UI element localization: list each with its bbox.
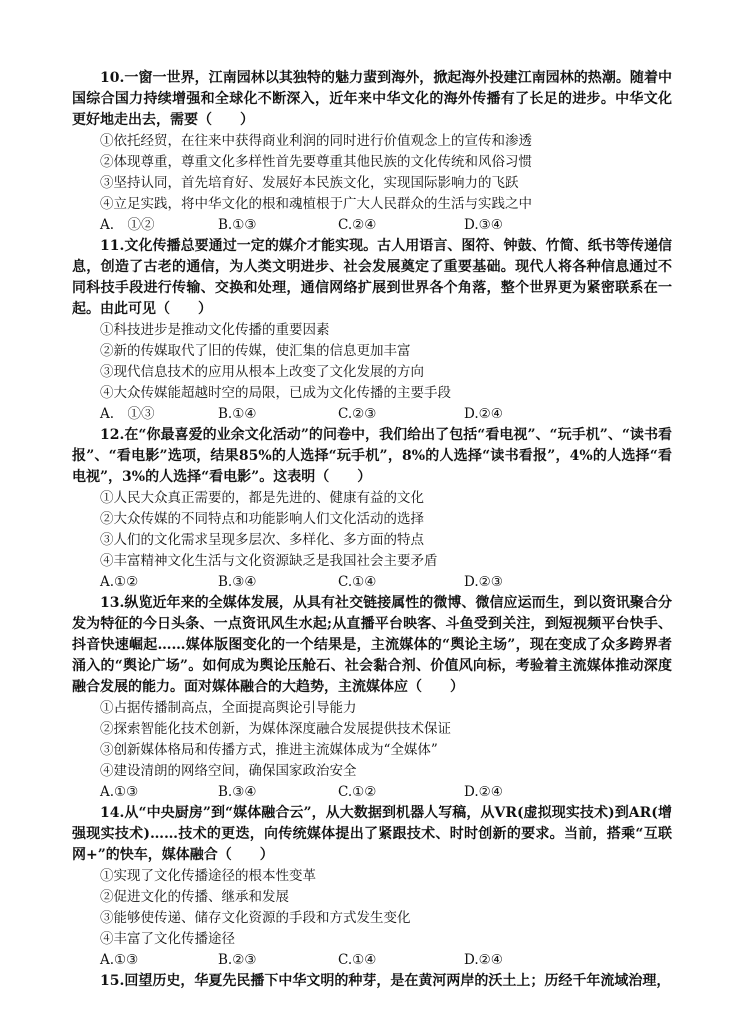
choice-d: D.②③ bbox=[464, 574, 503, 590]
option-1: ①占据传播制高点，全面提高舆论引导能力 bbox=[100, 700, 357, 716]
question-stem: 15.回望历史，华夏先民播下中华文明的种芽，是在黄河两岸的沃土上；历经千年流域治理， bbox=[100, 973, 671, 989]
choice-a: A.①③ bbox=[100, 784, 139, 800]
question-10 bbox=[72, 68, 672, 236]
option-3: ③坚持认同，首先培育好、发展好本民族文化，实现国际影响力的飞跃 bbox=[100, 175, 519, 191]
choice-c: C.②④ bbox=[338, 217, 377, 233]
option-4: ④建设清朗的网络空间，确保国家政治安全 bbox=[100, 763, 357, 779]
choice-b: B.①④ bbox=[218, 406, 257, 422]
question-14 bbox=[72, 803, 672, 971]
question-stem: 11.文化传播总要通过一定的媒介才能实现。古人用语言、图符、钟鼓、竹简、纸书等传递信息，创造了古老的通信，为人类文明进步、社会发展奠定了重要基础。现代人将各种信息通过不同科技手段进行传输、交换和处理，通信网络扩展到世界各个角落，整个世界更为紧密联系在一起。由此可见（ ） bbox=[72, 238, 672, 317]
option-1: ①科技进步是推动文化传播的重要因素 bbox=[100, 322, 330, 338]
choice-d: D.②④ bbox=[464, 952, 503, 968]
option-1: ①实现了文化传播途径的根本性变革 bbox=[100, 868, 316, 884]
choice-b: B.①③ bbox=[218, 217, 257, 233]
question-15 bbox=[72, 971, 672, 992]
choice-a: A.①② bbox=[100, 574, 139, 590]
option-2: ②新的传媒取代了旧的传媒，使汇集的信息更加丰富 bbox=[100, 343, 411, 359]
question-12 bbox=[72, 425, 672, 593]
choice-d: D.②④ bbox=[464, 784, 503, 800]
answer-choices bbox=[72, 950, 672, 971]
answer-choices bbox=[72, 404, 672, 425]
choice-b: B.③④ bbox=[218, 574, 257, 590]
option-3: ③现代信息技术的应用从根本上改变了文化发展的方向 bbox=[100, 364, 424, 380]
choice-c: C.①② bbox=[338, 784, 377, 800]
option-4: ④丰富了文化传播途径 bbox=[100, 931, 235, 947]
option-3: ③能够使传递、储存文化资源的手段和方式发生变化 bbox=[100, 910, 411, 926]
option-3: ③人们的文化需求呈现多层次、多样化、多方面的特点 bbox=[100, 532, 424, 548]
choice-c: C.①④ bbox=[338, 574, 377, 590]
answer-choices bbox=[72, 782, 672, 803]
option-2: ②大众传媒的不同特点和功能影响人们文化活动的选择 bbox=[100, 511, 424, 527]
option-2: ②探索智能化技术创新，为媒体深度融合发展提供技术保证 bbox=[100, 721, 451, 737]
question-stem: 10.一窗一世界，江南园林以其独特的魅力蜚到海外，掀起海外投建江南园林的热潮。随着中国综合国力持续增强和全球化不断深入，近年来中华文化的海外传播有了长足的进步。中华文化更好地走出去，需要（ ） bbox=[72, 70, 672, 128]
option-3: ③创新媒体格局和传播方式，推进主流媒体成为“全媒体” bbox=[100, 742, 438, 758]
option-2: ②促进文化的传播、继承和发展 bbox=[100, 889, 289, 905]
answer-choices bbox=[72, 215, 672, 236]
choice-d: D.③④ bbox=[464, 217, 503, 233]
option-1: ①依托经贸，在往来中获得商业利润的同时进行价值观念上的宣传和渗透 bbox=[100, 133, 532, 149]
question-stem: 13.纵览近年来的全媒体发展，从具有社交链接属性的微博、微信应运而生，到以资讯聚合分发为特征的今日头条、一点资讯风生水起;从直播平台映客、斗鱼受到关注，到短视频平台快手、抖音快速崛起……媒体版图变化的一个结果是，主流媒体的“舆论主场”，现在变成了众多跨界者涌入的“舆论广场”。如何成为舆论压舱石、社会黏合剂、价值风向标，考验着主流媒体推动深度融合发展的能力。面对媒体融合的大趋势，主流媒体应（ ） bbox=[72, 595, 672, 695]
choice-b: B.②③ bbox=[218, 952, 257, 968]
choice-a: A. ①③ bbox=[100, 406, 155, 422]
choice-c: C.②③ bbox=[338, 406, 377, 422]
choice-c: C.①④ bbox=[338, 952, 377, 968]
option-2: ②体现尊重，尊重文化多样性首先要尊重其他民族的文化传统和风俗习惯 bbox=[100, 154, 532, 170]
option-1: ①人民大众真正需要的，都是先进的、健康有益的文化 bbox=[100, 490, 424, 506]
choice-b: B.③④ bbox=[218, 784, 257, 800]
answer-choices bbox=[72, 572, 672, 593]
choice-d: D.②④ bbox=[464, 406, 503, 422]
question-stem: 12.在“你最喜爱的业余文化活动”的问卷中，我们给出了包括“看电视”、“玩手机”、“读书看报”、“看电影”选项，结果85%的人选择“玩手机”，8%的人选择“读书看报”，4%的人选择“看电视”，3%的人选择“看电影”。这表明（ ） bbox=[72, 427, 672, 485]
question-stem: 14.从“中央厨房”到“媒体融合云”，从大数据到机器人写稿，从VR(虚拟现实技术)到AR(增强现实技术)……技术的更迭，向传统媒体提出了紧跟技术、时时创新的要求。当前，搭乘“互联网+”的快车，媒体融合（ ） bbox=[72, 805, 672, 863]
question-11 bbox=[72, 236, 672, 425]
question-13 bbox=[72, 593, 672, 803]
choice-a: A.①③ bbox=[100, 952, 139, 968]
option-4: ④大众传媒能超越时空的局限，已成为文化传播的主要手段 bbox=[100, 385, 451, 401]
option-4: ④丰富精神文化生活与文化资源缺乏是我国社会主要矛盾 bbox=[100, 553, 438, 569]
option-4: ④立足实践，将中华文化的根和魂植根于广大人民群众的生活与实践之中 bbox=[100, 196, 532, 212]
choice-a: A. ①② bbox=[100, 217, 155, 233]
document-page bbox=[72, 68, 672, 992]
